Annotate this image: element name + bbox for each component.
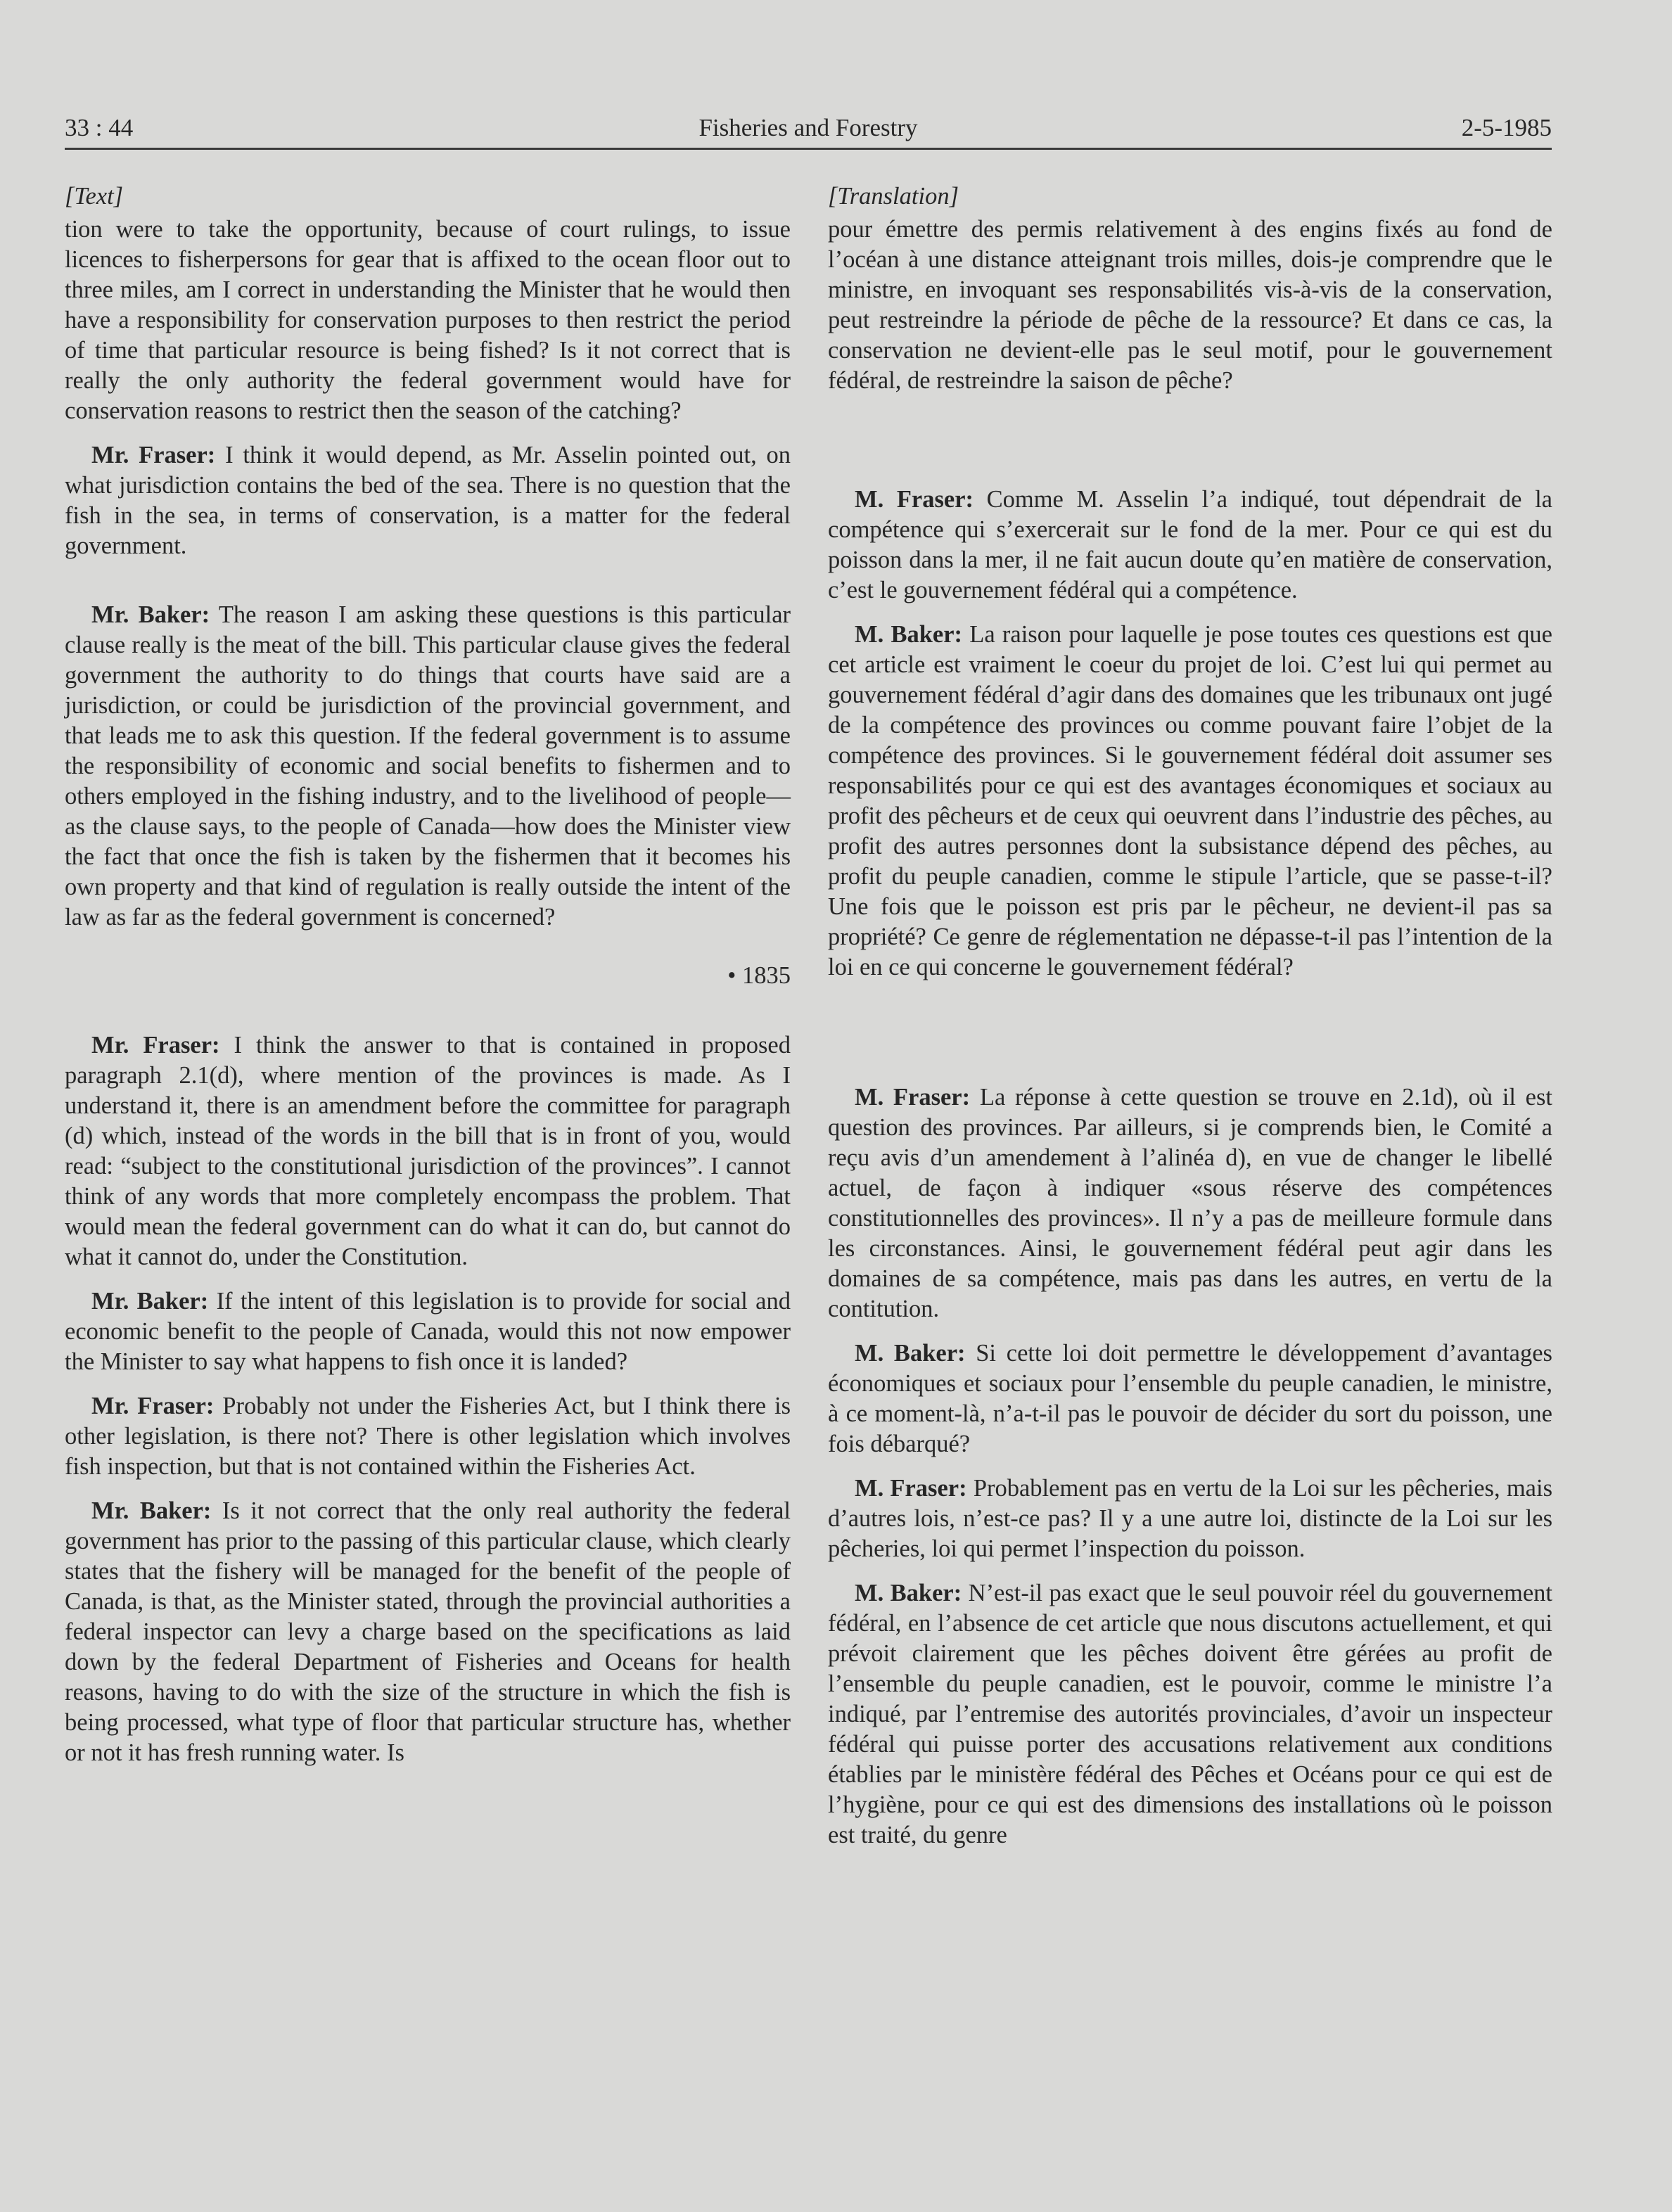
speech-text: I think the answer to that is contained in proposed paragraph 2.1(d), where mention of the provinces is made. As I understand it, there is an amendment before the committee for paragraph (d) which, instead of the words in the bill that is in front of you, would read: “subject to the constitutional jurisdiction of the provinces”. I cannot think of any words that more completely encompass the problem. That would mean the federal government can do what it can do, but cannot do what it cannot do, under the Constitution.	[65, 1032, 791, 1270]
speaker-name: Mr. Fraser:	[91, 442, 216, 468]
speaker-name: Mr. Baker:	[91, 601, 210, 628]
speech-paragraph	[65, 1030, 791, 1272]
speech-text: Si cette loi doit permettre le développement d’avantages économiques et sociaux pour l’ensemble du peuple canadien, le ministre, à ce moment-là, n’a-t-il pas le pouvoir de décider du sort du poisson, une fois débarqué?	[828, 1340, 1552, 1457]
speech-text: N’est-il pas exact que le seul pouvoir réel du gouvernement fédéral, en l’absence de cet article que nous discutons actuellement, et qui prévoit clairement que les pêches doivent être gérées au profit de l’ensemble du peuple canadien, est le pouvoir, comme le ministre l’a indiqué, par l’entremise des autorités provinciales, d’avoir un inspecteur fédéral qui puisse porter des accusations relativement aux conditions établies par le ministère fédéral des Pêches et Océans pour ce qui est de l’hygiène, pour ce qui est des dimensions des installations où le poisson est traité, du genre	[828, 1580, 1552, 1848]
page-header	[65, 111, 1552, 150]
speech-paragraph	[828, 485, 1552, 606]
speech-paragraph	[828, 1338, 1552, 1459]
speech-text: Probably not under the Fisheries Act, but I think there is other legislation, is there not? There is other legislation which involves fish inspection, but that is not contained within the Fisheries Act.	[65, 1393, 791, 1480]
speech-text: Comme M. Asselin l’a indiqué, tout dépendrait de la compétence qui s’exercerait sur le fond de la mer. Pour ce qui est du poisson dans la mer, il ne fait aucun doute qu’en matière de conservation, c’est le gouvernement fédéral qui a compétence.	[828, 486, 1552, 603]
speech-text: La réponse à cette question se trouve en 2.1d), où il est question des provinces. Par ailleurs, si je comprends bien, le Comité a reçu avis d’un amendement à l’alinéa d), en vue de changer le libellé actuel, de façon à indiquer «sous réserve des compétences constitutionnelles des provinces». Il n’y a pas de meilleure formule dans les circonstances. Ainsi, le gouvernement fédéral peut agir dans les domaines de sa compétence, mais pas dans les autres, en vertu de la contitution.	[828, 1084, 1552, 1322]
speech-paragraph	[65, 1496, 791, 1768]
speech-text: If the intent of this legislation is to provide for social and economic benefit to the people of Canada, would this not now empower the Minister to say what happens to fish once it is landed?	[65, 1288, 791, 1375]
speaker-name: M. Baker:	[855, 1340, 966, 1367]
speech-paragraph	[65, 1391, 791, 1482]
speech-text: I think it would depend, as Mr. Asselin pointed out, on what jurisdiction contains the bed of the sea. There is no question that the fish in the sea, in terms of conservation, is a matter for the federal government.	[65, 442, 791, 559]
french-column	[828, 181, 1552, 1865]
speech-text: La raison pour laquelle je pose toutes ces questions est que cet article est vraiment le coeur du projet de loi. C’est lui qui permet au gouvernement fédéral d’agir dans des domaines que les tribunaux ont jugé de la compétence des provinces ou comme pouvant faire l’objet de la compétence des provinces. Si le gouvernement fédéral doit assumer ses responsabilités pour ce qui est des avantages économiques et sociaux au profit des pêcheurs et de ceux qui oeuvrent dans l’industrie des pêches, au profit des autres personnes dont la subsistance dépend des pêches, au profit du peuple canadien, comme le stipule l’article, que se passe-t-il? Une fois que le poisson est pris par le pêcheur, ne devient-il pas sa propriété? Ce genre de réglementation ne dépasse-t-il pas l’intention de la loi en ce qui concerne le gouvernement fédéral?	[828, 621, 1552, 980]
speaker-name: M. Fraser:	[855, 1084, 971, 1111]
opening-paragraph: tion were to take the opportunity, because of court rulings, to issue licences to fisherpersons for gear that is affixed to the ocean floor out to three miles, am I correct in understanding the Minister that he would then have a responsibility for conservation purposes to then restrict the period of time that particular resource is being fished? Is it not correct that is really the only authority the federal government would have for conservation reasons to restrict then the season of the catching?	[65, 216, 791, 424]
page-reference: 33 : 44	[65, 114, 134, 141]
speech-paragraph	[828, 1578, 1552, 1850]
page-date: 2-5-1985	[1461, 114, 1552, 141]
speech-text: Probablement pas en vertu de la Loi sur les pêcheries, mais d’autres lois, n’est-ce pas? Il y a une autre loi, distincte de la Loi sur les pêcheries, loi qui permet l’inspection du poisson.	[828, 1475, 1552, 1562]
speech-paragraph	[828, 1082, 1552, 1324]
time-marker: • 1835	[727, 962, 791, 989]
speaker-name: M. Baker:	[855, 621, 963, 648]
english-column	[65, 181, 791, 1782]
column-label: [Text]	[65, 183, 124, 210]
speech-paragraph	[65, 440, 791, 561]
speech-paragraph	[65, 1286, 791, 1377]
speaker-name: Mr. Baker:	[91, 1497, 212, 1524]
speaker-name: M. Fraser:	[855, 486, 974, 513]
page-title: Fisheries and Forestry	[698, 114, 918, 141]
speaker-name: Mr. Fraser:	[91, 1393, 215, 1419]
opening-paragraph: pour émettre des permis relativement à des engins fixés au fond de l’océan à une distance atteignant trois milles, dois-je comprendre que le ministre, en invoquant ses responsabilités vis-à-vis de la conservation, peut restreindre la période de pêche de la ressource? Et dans ce cas, la conservation ne devient-elle pas le seul motif, pour le gouvernement fédéral, de restreindre la saison de pêche?	[828, 216, 1552, 394]
speech-text: Is it not correct that the only real authority the federal government has prior to the passing of this particular clause, which clearly states that the fishery will be managed for the benefit of the people of Canada, is that, as the Minister stated, through the provincial authorities a federal inspector can levy a charge based on the specifications as laid down by the federal Department of Fisheries and Oceans for health reasons, having to do with the size of the structure in which the fish is being processed, what type of floor that particular structure has, whether or not it has fresh running water. Is	[65, 1497, 791, 1766]
column-label: [Translation]	[828, 183, 959, 210]
speaker-name: M. Baker:	[855, 1580, 962, 1606]
speaker-name: Mr. Baker:	[91, 1288, 209, 1315]
speech-paragraph	[828, 620, 1552, 983]
speaker-name: M. Fraser:	[855, 1475, 967, 1502]
speech-paragraph	[65, 600, 791, 933]
speech-text: The reason I am asking these questions is this particular clause really is the meat of the bill. This particular clause gives the federal government the authority to do things that courts have said are a jurisdiction, or could be jurisdiction of the provincial government, and that leads me to ask this question. If the federal government is to assume the responsibility of economic and social benefits to fishermen and to others employed in the fishing industry, and to the livelihood of people—as the clause says, to the people of Canada—how does the Minister view the fact that once the fish is taken by the fishermen that it becomes his own property and that kind of regulation is really outside the intent of the law as far as the federal government is concerned?	[65, 601, 791, 931]
speaker-name: Mr. Fraser:	[91, 1032, 220, 1059]
speech-paragraph	[828, 1473, 1552, 1564]
